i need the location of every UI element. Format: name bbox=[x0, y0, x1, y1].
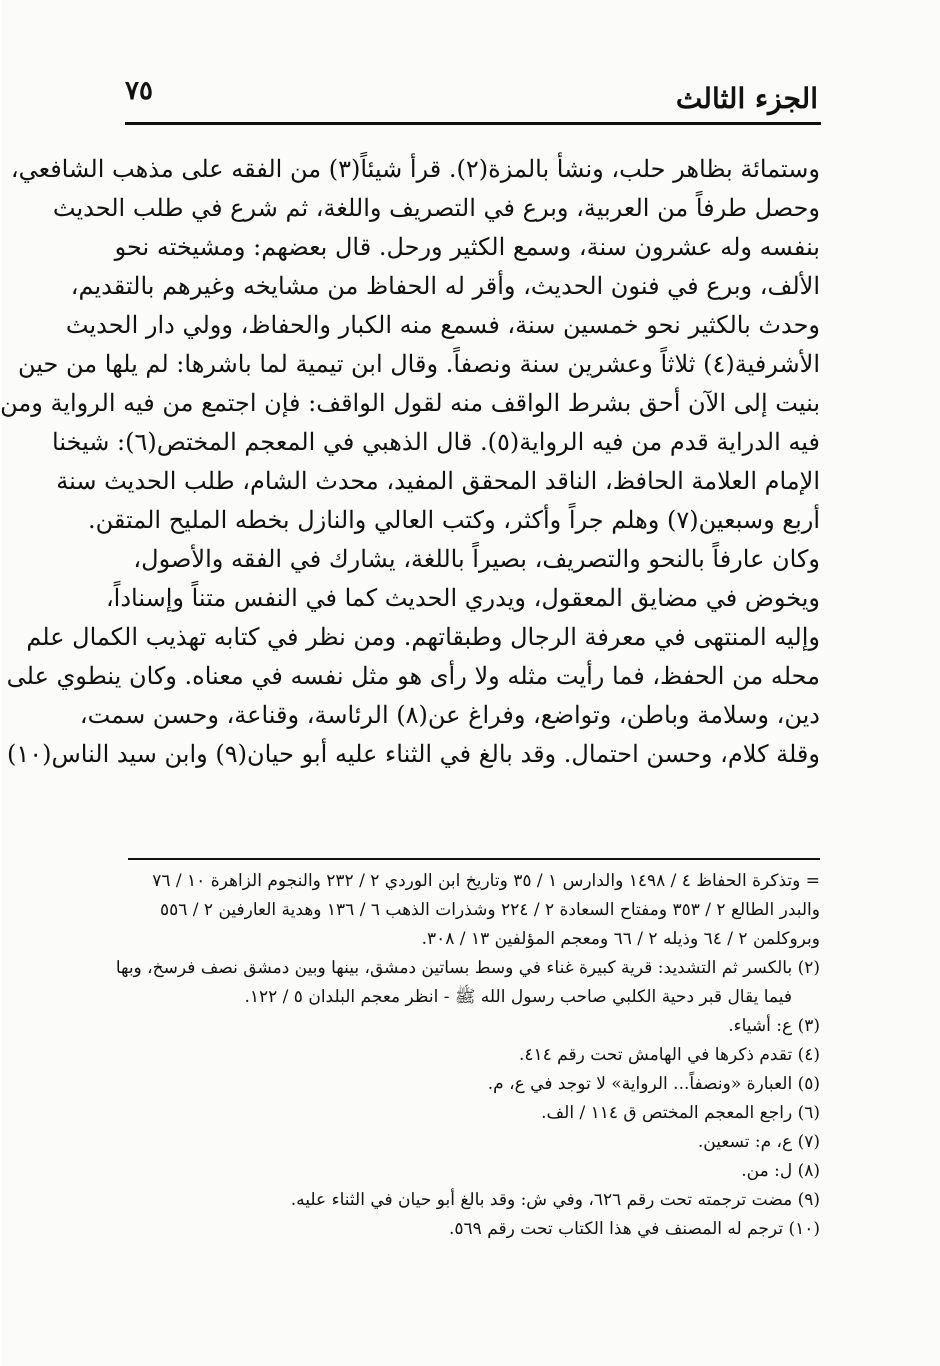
footnote-line: (٧) ع، م: تسعين. bbox=[697, 1132, 820, 1152]
body-line: دين، وسلامة وباطن، وتواضع، وفراغ عن(٨) الرئاسة، وقناعة، وحسن سمت، bbox=[79, 701, 820, 729]
body-line: الأشرفية(٤) ثلاثاً وعشرين سنة ونصفاً. وقال ابن تيمية لما باشرها: لم يلها من حين bbox=[18, 350, 820, 378]
main-text bbox=[0, 150, 820, 774]
header-rule bbox=[125, 122, 821, 125]
body-line: محله من الحفظ، فما رأيت مثله ولا رأى هو مثل نفسه في معناه. وكان ينطوي على bbox=[6, 662, 820, 690]
body-line: بنفسه وله عشرون سنة، وسمع الكثير ورحل. قال بعضهم: ومشيخته نحو bbox=[114, 233, 820, 261]
body-line: أربع وسبعين(٧) وهلم جراً وأكثر، وكتب العالي والنازل بخطه المليح المتقن. bbox=[87, 506, 820, 534]
body-line: وحدث بالكثير نحو خمسين سنة، فسمع منه الكبار والحفاظ، وولي دار الحديث bbox=[65, 311, 820, 339]
body-line: وكان عارفاً بالنحو والتصريف، بصيراً باللغة، يشارك في الفقه والأصول، bbox=[133, 545, 820, 573]
footnote-line: فيما يقال قبر دحية الكلبي صاحب رسول الله ﷺ - انظر معجم البلدان ٥ / ١٢٢. bbox=[244, 987, 792, 1007]
page-number: ٧٥ bbox=[125, 76, 153, 106]
body-line: الإمام العلامة الحافظ، الناقد المحقق المفيد، محدث الشام، طلب الحديث سنة bbox=[56, 467, 820, 495]
footnote-line: والبدر الطالع ٢ / ٣٥٣ ومفتاح السعادة ٢ / ٢٢٤ وشذرات الذهب ٦ / ١٣٦ وهدية العارفين ٢ / ٥٥٦ bbox=[159, 900, 820, 920]
footnote-separator bbox=[128, 858, 820, 860]
running-head: الجزء الثالث bbox=[675, 82, 818, 115]
footnote-line: (٢) بالكسر ثم التشديد: قرية كبيرة غناء في وسط بساتين دمشق، بينها وبين دمشق نصف فرسخ، وبها bbox=[115, 958, 820, 978]
body-line: الألف، وبرع في فنون الحديث، وأقر له الحفاظ من مشايخه وغيرهم بالتقديم، bbox=[70, 272, 820, 300]
body-line: وحصل طرفاً من العربية، وبرع في التصريف واللغة، ثم شرع في طلب الحديث bbox=[52, 194, 820, 222]
body-line: وستمائة بظاهر حلب، ونشأ بالمزة(٢). قرأ شيئاً(٣) من الفقه على مذهب الشافعي، bbox=[10, 155, 820, 183]
body-line: فيه الدراية قدم من فيه الرواية(٥). قال الذهبي في المعجم المختص(٦): شيخنا bbox=[52, 428, 820, 456]
footnote-line: (٣) ع: أشياء. bbox=[728, 1016, 820, 1036]
footnotes bbox=[115, 867, 820, 1244]
footnote-line: (٤) تقدم ذكرها في الهامش تحت رقم ٤١٤. bbox=[518, 1045, 820, 1065]
footnote-line: (١٠) ترجم له المصنف في هذا الكتاب تحت رقم ٥٦٩. bbox=[449, 1219, 820, 1239]
footnote-line: (٦) راجع المعجم المختص ق ١١٤ / الف. bbox=[541, 1103, 820, 1123]
book-page bbox=[2, 0, 940, 1366]
footnote-line: (٥) العبارة «ونصفاً... الرواية» لا توجد في ع، م. bbox=[487, 1074, 820, 1094]
page-header bbox=[97, 72, 821, 114]
body-line: بنيت إلى الآن أحق بشرط الواقف منه لقول الواقف: فإن اجتمع من فيه الرواية ومن bbox=[0, 389, 820, 417]
body-line: وإليه المنتهى في معرفة الرجال وطبقاتهم. ومن نظر في كتابه تهذيب الكمال علم bbox=[26, 623, 820, 651]
footnote-line: وبروكلمن ٢ / ٦٤ وذيله ٢ / ٦٦ ومعجم المؤلفين ١٣ / ٣٠٨. bbox=[421, 929, 820, 949]
body-line: وقلة كلام، وحسن احتمال. وقد بالغ في الثناء عليه أبو حيان(٩) وابن سيد الناس(١٠) bbox=[6, 740, 820, 768]
footnote-line: = وتذكرة الحفاظ ٤ / ١٤٩٨ والدارس ١ / ٣٥ وتاريخ ابن الوردي ٢ / ٢٣٢ والنجوم الزاهرة ١٠ / ٧٦ bbox=[152, 871, 820, 891]
footnote-line: (٩) مضت ترجمته تحت رقم ٦٢٦، وفي ش: وقد بالغ أبو حيان في الثناء عليه. bbox=[290, 1190, 820, 1210]
body-line: ويخوض في مضايق المعقول، ويدري الحديث كما في النفس متناً وإسناداً، bbox=[105, 584, 820, 612]
footnote-line: (٨) ل: من. bbox=[741, 1161, 820, 1181]
